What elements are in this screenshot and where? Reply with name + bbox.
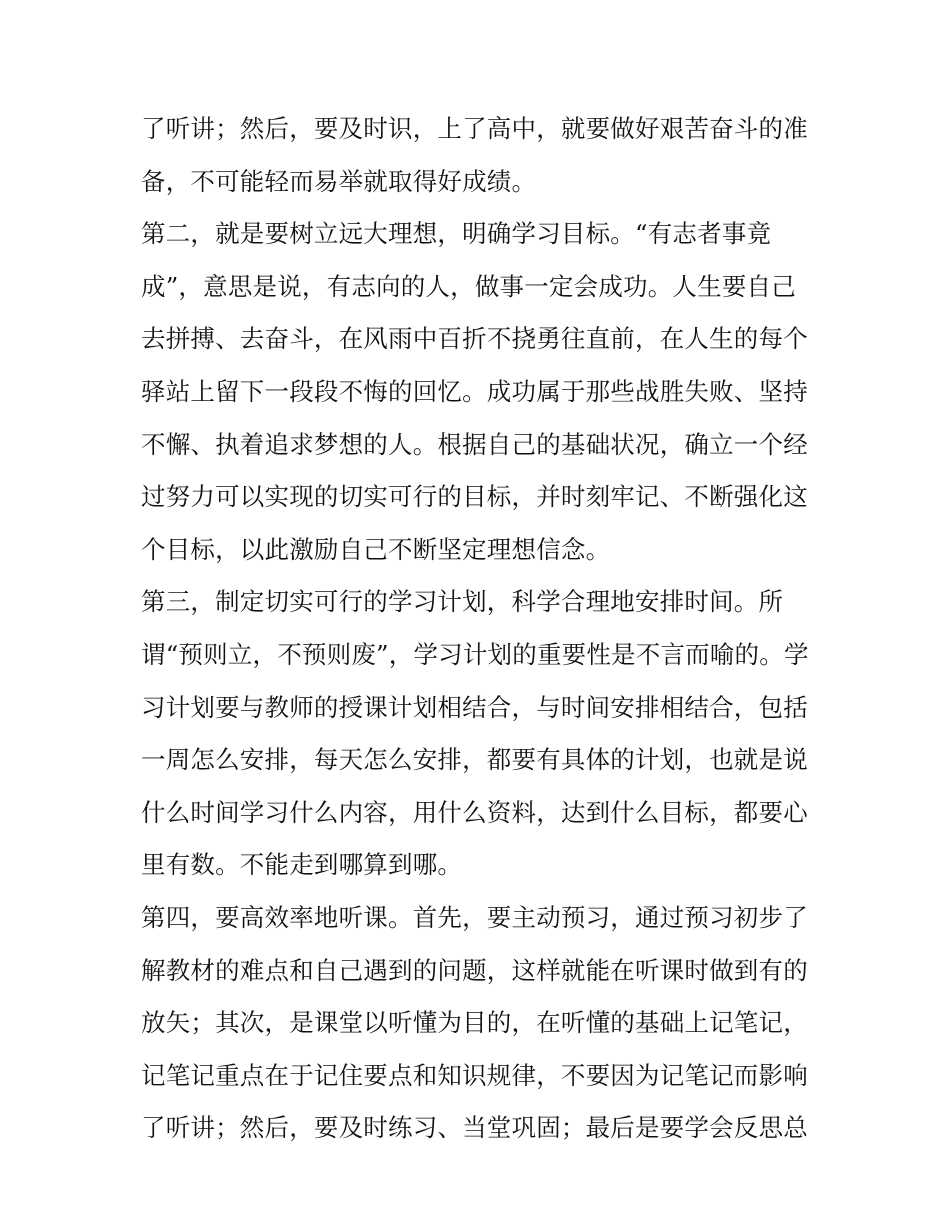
text-line: 谓“预则立，不预则废”，学习计划的重要性是不言而喻的。学 <box>141 639 809 669</box>
text-line: 解教材的难点和自己遇到的问题，这样就能在听课时做到有的 <box>141 955 808 985</box>
text-line: 习计划要与教师的授课计划相结合，与时间安排相结合，包括 <box>141 692 808 722</box>
body-text <box>141 103 821 1155</box>
text-line: 一周怎么安排，每天怎么安排，都要有具体的计划，也就是说 <box>141 745 808 775</box>
text-line: 里有数。不能走到哪算到哪。 <box>141 850 463 880</box>
text-line: 不懈、执着追求梦想的人。根据自己的基础状况，确立一个经 <box>141 429 808 459</box>
text-line: 第二，就是要树立远大理想，明确学习目标。“有志者事竟 <box>141 219 772 249</box>
text-line: 记笔记重点在于记住要点和知识规律，不要因为记笔记而影响 <box>141 1060 808 1090</box>
text-line: 第四，要高效率地听课。首先，要主动预习，通过预习初步了 <box>141 902 808 932</box>
text-line: 备，不可能轻而易举就取得好成绩。 <box>141 166 537 196</box>
text-line: 驿站上留下一段段不悔的回忆。成功属于那些战胜失败、坚持 <box>141 376 808 406</box>
text-line: 了听讲；然后，要及时练习、当堂巩固；最后是要学会反思总 <box>141 1113 808 1143</box>
text-line: 成”，意思是说，有志向的人，做事一定会成功。人生要自己 <box>141 271 796 301</box>
text-line: 放矢；其次，是课堂以听懂为目的，在听懂的基础上记笔记， <box>141 1008 808 1038</box>
text-line: 什么时间学习什么内容，用什么资料，达到什么目标，都要心 <box>141 797 808 827</box>
text-line: 第三，制定切实可行的学习计划，科学合理地安排时间。所 <box>141 587 784 617</box>
text-line: 过努力可以实现的切实可行的目标，并时刻牢记、不断强化这 <box>141 482 808 512</box>
text-line: 去拼搏、去奋斗，在风雨中百折不挠勇往直前，在人生的每个 <box>141 324 808 354</box>
text-line: 个目标，以此激励自己不断坚定理想信念。 <box>141 534 611 564</box>
text-line: 了听讲；然后，要及时识，上了高中，就要做好艰苦奋斗的准 <box>141 114 808 143</box>
